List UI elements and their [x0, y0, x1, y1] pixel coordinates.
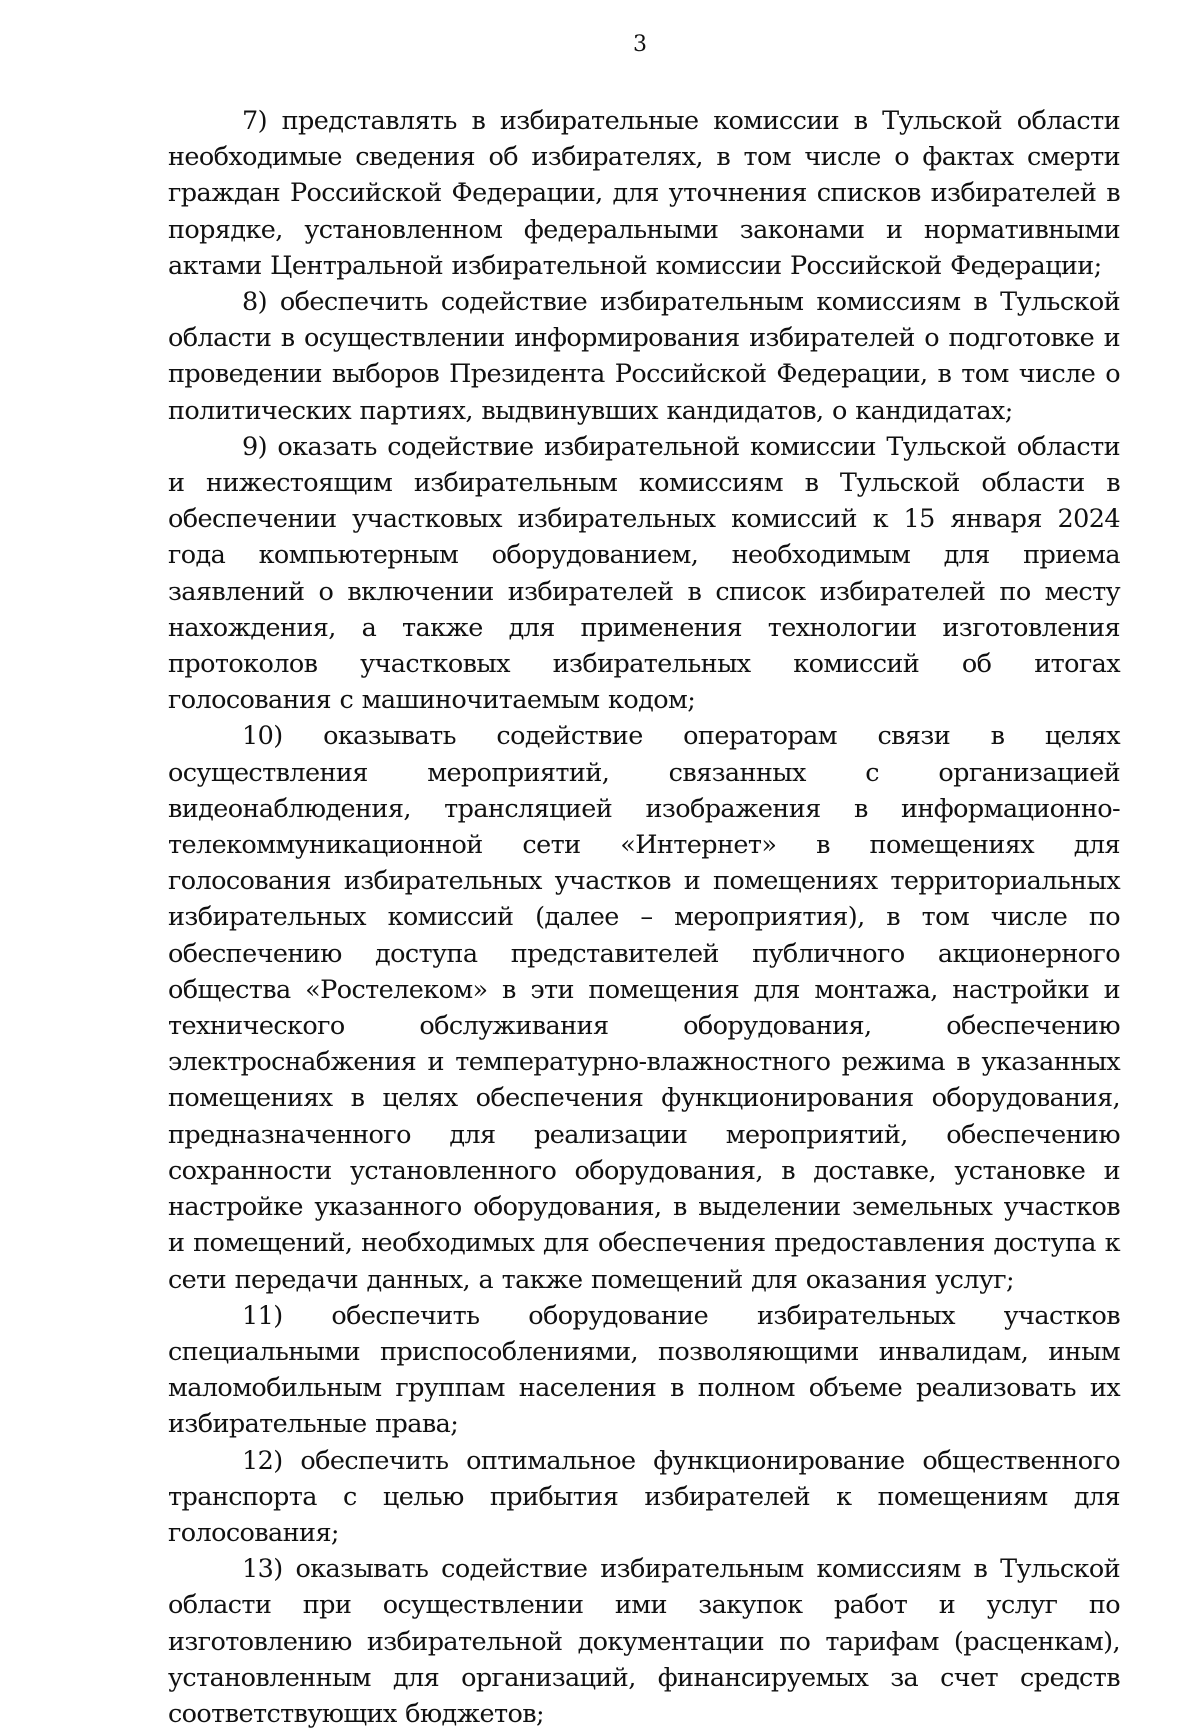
paragraph-item-7: 7) представлять в избирательные комиссии в Тульской области необходимые сведения об избирателях, в том числе о фактах смерти граждан Российской Федерации, для уточнения списков избирателей в порядке, установленном федеральными законами и нормативными актами Центральной избирательной комиссии Российской Федерации; [168, 106, 1120, 281]
paragraph-item-8: 8) обеспечить содействие избирательным комиссиям в Тульской области в осуществлении информирования избирателей о подготовке и проведении выборов Президента Российской Федерации, в том числе о политических партиях, выдвинувших кандидатов, о кандидатах; [168, 287, 1120, 426]
paragraph-item-10: 10) оказывать содействие операторам связи в целях осуществления мероприятий, связанных с организацией видеонаблюдения, трансляцией изображения в информационно-телекоммуникационной сети «Интернет» в помещениях для голосования избирательных участков и помещениях территориальных избирательных комиссий (далее – мероприятия), в том числе по обеспечению доступа представителей публичного акционерного общества «Ростелеком» в эти помещения для монтажа, настройки и технического обслуживания оборудования, обеспечению электроснабжения и температурно-влажностного режима в указанных помещениях в целях обеспечения функционирования оборудования, предназначенного для реализации мероприятий, обеспечению сохранности установленного оборудования, в доставке, установке и настройке указанного оборудования, в выделении земельных участков и помещений, необходимых для обеспечения предоставления доступа к сети передачи данных, а также помещений для оказания услуг; [168, 721, 1120, 1295]
document-body [168, 103, 1120, 1732]
paragraph-item-11: 11) обеспечить оборудование избирательных участков специальными приспособлениями, позволяющими инвалидам, иным маломобильным группам населения в полном объеме реализовать их избирательные права; [168, 1300, 1120, 1440]
paragraph-item-13: 13) оказывать содействие избирательным комиссиям в Тульской области при осуществлении ими закупок работ и услуг по изготовлению избирательной документации по тарифам (расценкам), установленным для организаций, финансируемых за счет средств соответствующих бюджетов; [168, 1554, 1120, 1729]
page-number: 3 [633, 32, 647, 57]
paragraph-item-9: 9) оказать содействие избирательной комиссии Тульской области и нижестоящим избирательным комиссиям в Тульской области в обеспечении участковых избирательных комиссий к 15 января 2024 года компьютерным оборудованием, необходимым для приема заявлений о включении избирателей в список избирателей по месту нахождения, а также для применения технологии изготовления протоколов участковых избирательных комиссий об итогах голосования с машиночитаемым кодом; [168, 431, 1120, 716]
paragraph-item-12: 12) обеспечить оптимальное функционирование общественного транспорта с целью прибытия избирателей к помещениям для голосования; [168, 1445, 1120, 1548]
